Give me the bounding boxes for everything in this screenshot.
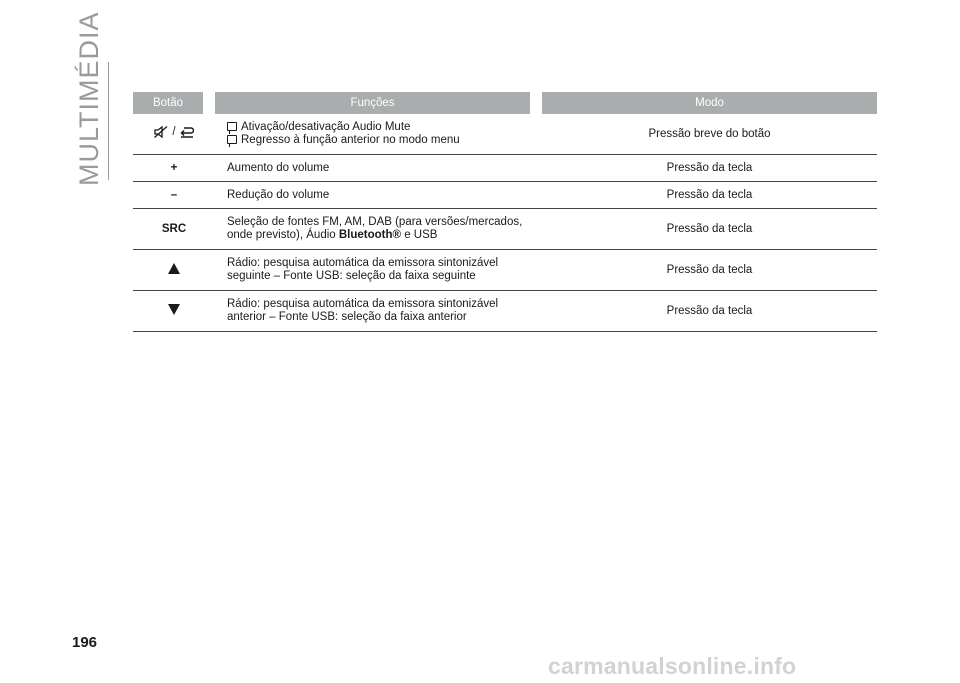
table-row	[133, 182, 877, 209]
functions-cell	[215, 209, 542, 250]
table-header-row	[133, 92, 877, 114]
triangle-up-icon	[168, 263, 180, 274]
mode-cell: Pressão da tecla	[542, 209, 877, 250]
bullet-icon	[227, 122, 237, 131]
button-cell	[133, 250, 215, 291]
controls-table	[133, 92, 877, 332]
button-cell: +	[133, 155, 215, 182]
bluetooth-label: Bluetooth®	[338, 229, 402, 241]
mute-icon	[154, 126, 168, 138]
bullet-icon	[227, 135, 237, 144]
functions-cell: Aumento do volume	[215, 155, 542, 182]
table-row	[133, 114, 877, 155]
function-text: Seleção de fontes FM, AM, DAB (para versões/mercados,	[227, 216, 523, 228]
table-row	[133, 291, 877, 332]
function-text: e USB	[401, 229, 438, 241]
header-functions: Funções	[215, 92, 542, 114]
function-text: onde previsto), Áudio	[227, 229, 339, 241]
function-text: Rádio: pesquisa automática da emissora sintonizável	[227, 257, 499, 269]
back-icon	[180, 127, 194, 138]
functions-cell	[215, 291, 542, 332]
header-mode: Modo	[542, 92, 877, 114]
page-number: 196	[72, 634, 98, 651]
functions-cell	[215, 114, 542, 155]
button-separator: /	[172, 125, 176, 138]
function-text: Regresso à função anterior no modo menu	[241, 134, 460, 146]
section-divider	[108, 62, 109, 180]
button-cell: SRC	[133, 209, 215, 250]
table-row	[133, 155, 877, 182]
button-cell	[133, 291, 215, 332]
table-row	[133, 250, 877, 291]
function-text: Ativação/desativação Audio Mute	[241, 121, 411, 133]
function-text: anterior – Fonte USB: seleção da faixa anterior	[227, 311, 467, 323]
watermark: carmanualsonline.info	[548, 653, 797, 679]
mode-cell: Pressão da tecla	[542, 291, 877, 332]
function-text: Rádio: pesquisa automática da emissora sintonizável	[227, 298, 499, 310]
functions-cell	[215, 250, 542, 291]
functions-cell: Redução do volume	[215, 182, 542, 209]
function-text: seguinte – Fonte USB: seleção da faixa seguinte	[227, 270, 476, 282]
table-row	[133, 209, 877, 250]
triangle-down-icon	[168, 304, 180, 315]
button-cell: –	[133, 182, 215, 209]
mode-cell: Pressão breve do botão	[542, 114, 877, 155]
header-button: Botão	[133, 92, 215, 114]
mode-cell: Pressão da tecla	[542, 155, 877, 182]
button-cell	[133, 114, 215, 155]
mode-cell: Pressão da tecla	[542, 250, 877, 291]
mode-cell: Pressão da tecla	[542, 182, 877, 209]
section-title: MULTIMÉDIA	[74, 11, 104, 186]
